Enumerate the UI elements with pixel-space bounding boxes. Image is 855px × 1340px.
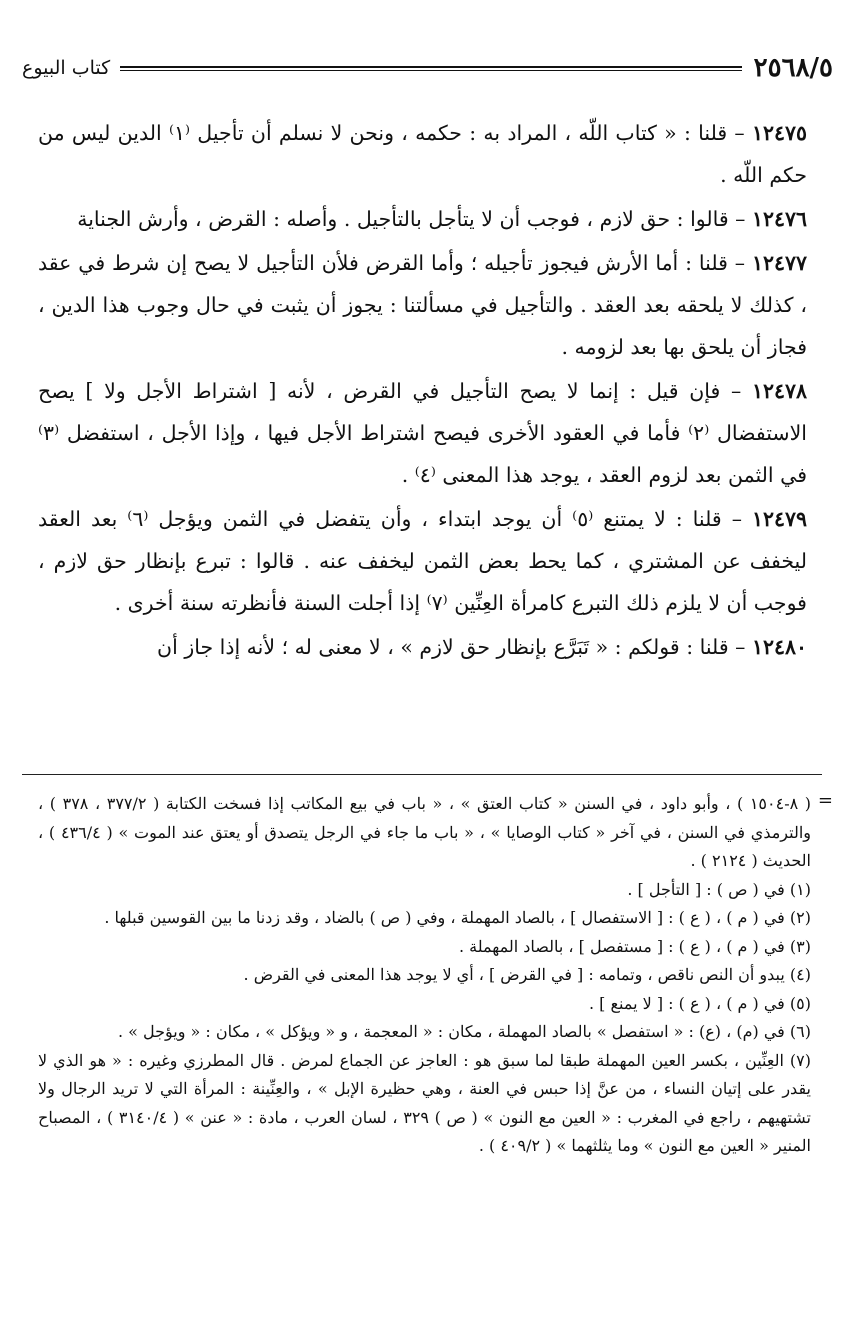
paragraph-number: ١٢٤٧٧ (751, 251, 807, 275)
paragraph-12478 (38, 370, 807, 496)
paragraph-12475 (38, 112, 807, 196)
paragraph-12480 (38, 626, 807, 668)
footnote-continuation-mark: = (817, 790, 833, 811)
footnotes (38, 790, 811, 1161)
footnote-1: (١) في ( ص ) : [ التأجل ] . (627, 879, 811, 899)
paragraph-number: ١٢٤٧٥ (751, 121, 807, 145)
paragraph-12479 (38, 498, 807, 624)
book-title: كتاب البيوع (22, 57, 111, 79)
footnote-separator (22, 774, 822, 775)
header-rule (120, 66, 741, 71)
paragraph-12477 (38, 242, 807, 368)
footnote-4: (٤) يبدو أن النص ناقص ، وتمامه : [ في القرض ] ، أي لا يوجد هذا المعنى في القرض . (243, 965, 811, 984)
paragraph-number: ١٢٤٨٠ (751, 635, 807, 659)
footnote-continued: ( ٨-١٥٠٤ ) ، وأبو داود ، في السنن « كتاب العتق » ، « باب في بيع المكاتب إذا فسخت الكتابة ( ٣٧٧/٢ ، ٣٧٨ ) ، والترمذي في السنن ، في آخر « كتاب الوصايا » ، « باب ما جاء في الرجل يتصدق أو يعتق عند الموت » ( ٤٣٦/٤ ) ، الحديث ( ٢١٢٤ ) . (38, 794, 812, 870)
paragraph-text: – قلنا : لا يمتنع ⁽٥⁾ أن يوجد ابتداء ، وأن يتفضل في الثمن ويؤجل ⁽٦⁾ بعد العقد ليخفف عن المشتري ، كما يحط بعض الثمن ليخفف عنه . قالوا : تبرع بإنظار حق لازم ، فوجب أن لا يلزم ذلك التبرع كامرأة العِنِّين ⁽٧⁾ إذا أجلت السنة فأنظرته سنة أخرى . (38, 507, 807, 615)
paragraph-text: – قلنا : قولكم : « تَبَرَّع بإنظار حق لازم » ، لا معنى له ؛ لأنه إذا جاز أن (157, 635, 752, 659)
paragraph-number: ١٢٤٧٦ (751, 207, 807, 231)
running-header (22, 48, 833, 88)
main-text (38, 112, 807, 670)
paragraph-text: – قلنا : « كتاب اللّه ، المراد به : حكمه ، ونحن لا نسلم أن تأجيل ⁽١⁾ الدين ليس من حكم اللّه . (38, 121, 807, 187)
footnote-7: (٧) العِنِّين ، بكسر العين المهملة طبقا لما سبق هو : العاجز عن الجماع لمرض . قال المطرزي وغيره : « هو الذي لا يقدر على إتيان النساء ، من عنَّ إذا حبس في العنة ، وهي حظيرة الإبل » ، والعِنِّينة : المرأة التي لا تريد الرجال ولا تشتهيهم ، راجع في المغرب : « العين مع النون » ( ص ) ٣٢٩ ، لسان العرب ، مادة : « عنن » ( ٣١٤٠/٤ ) ، المصباح المنير « العين مع النون » وما يثلثهما » ( ٤٠٩/٢ ) . (38, 1050, 811, 1155)
paragraph-text: – قالوا : حق لازم ، فوجب أن لا يتأجل بالتأجيل . وأصله : القرض ، وأرش الجناية (77, 207, 752, 231)
paragraph-number: ١٢٤٧٨ (751, 379, 807, 403)
paragraph-text: – فإن قيل : إنما لا يصح التأجيل في القرض ، لأنه [ اشتراط الأجل ولا ] يصح الاستفضال ⁽٢⁾ فأما في العقود الأخرى فيصح اشتراط الأجل فيها ، وإذا الأجل ، استفضل ⁽٣⁾ في الثمن بعد لزوم العقد ، يوجد هذا المعنى ⁽٤⁾ . (38, 379, 807, 487)
footnote-2: (٢) في ( م ) ، ( ع ) : [ الاستفصال ] ، بالصاد المهملة ، وفي ( ص ) بالضاد ، وقد زدنا ما بين القوسين قبلها . (104, 908, 811, 927)
footnote-6: (٦) في (م) ، (ع) : « استفصل » بالصاد المهملة ، مكان : « المعجمة ، و « ويؤكل » ، مكان : « ويؤجل » . (117, 1022, 811, 1041)
page-number: ٢٥٦٨/٥ (753, 53, 833, 83)
paragraph-12476 (38, 198, 807, 240)
paragraph-number: ١٢٤٧٩ (751, 507, 807, 531)
footnote-5: (٥) في ( م ) ، ( ع ) : [ لا يمنع ] . (589, 993, 811, 1013)
paragraph-text: – قلنا : أما الأرش فيجوز تأجيله ؛ وأما القرض فلأن التأجيل لا يصح إن شرط في عقد ، كذلك لا يلحقه بعد العقد . والتأجيل في مسألتنا : يجوز أن يثبت في حال وجوب هذا الدين ، فجاز أن يلحق بها بعد لزومه . (38, 251, 807, 359)
footnote-3: (٣) في ( م ) ، ( ع ) : [ مستفصل ] ، بالصاد المهملة . (458, 936, 811, 956)
